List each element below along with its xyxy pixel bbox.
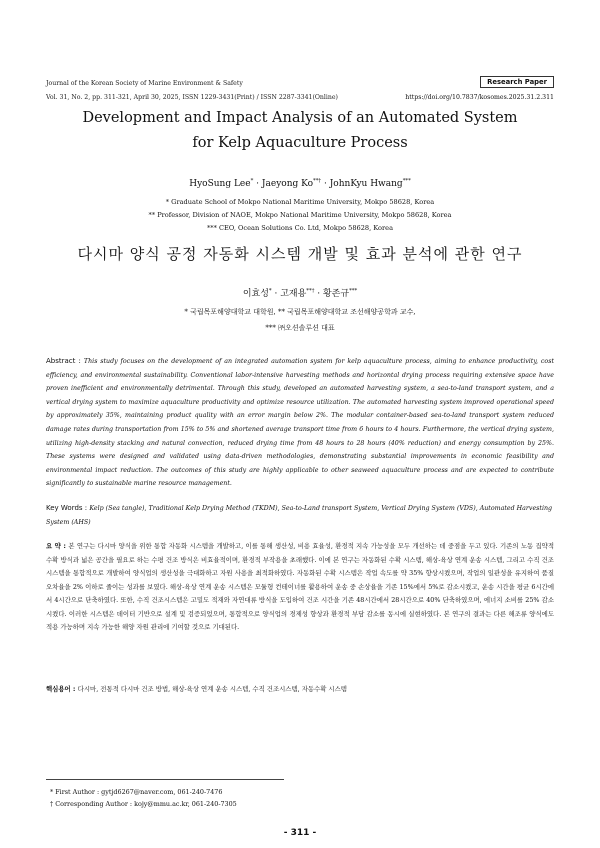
- korean-author-3: 황존규: [322, 289, 350, 299]
- affiliation-1: * Graduate School of Mokpo National Maritime University, Mokpo 58628, Korea: [165, 198, 435, 206]
- first-author-footnote: * First Author : gytjd6267@naver.com, 061-240-7476: [50, 788, 223, 796]
- korean-affiliation-1: * 국립목포해양대학교 대학원, ** 국립목포해양대학교 조선해양공학과 교수,: [184, 308, 416, 316]
- abstract-label: Abstract :: [46, 357, 84, 365]
- keywords: [46, 502, 554, 529]
- author-separator: ·: [253, 179, 262, 189]
- korean-author-2: 고재용: [280, 289, 307, 299]
- author-2-mark: **†: [313, 178, 322, 184]
- footnote-divider: [46, 779, 284, 780]
- author-1: HyoSung Lee: [189, 179, 251, 189]
- abstract-text: This study focuses on the development of an integrated automation system for kelp aquaculture process, aiming to enhance productivity, cost efficiency, and environmental sustainability. Conventional labor-intensive harvesting methods and horizontal drying process requiring extensive space have proven inefficient and environmentally detrimental. Through this study, developed an automated harvesting system, a sea-to-land transport system, and a vertical drying system to maximize aquaculture productivity and optimize resource utilization. The automated harvesting system improved operational speed by approximately 35%, maintaining product quality with an error margin below 2%. The modular container-based sea-to-land transport system reduced damage rates during transportation from 15% to 5% and shortened average transport time from 6 hours to 4 hours. Furthermore, the vertical drying system, utilizing high-density stacking and natural convection, reduced drying time from 48 hours to 28 hours (40% reduction) and energy consumption by 25%. These systems were designed and validated using data-driven methodologies, demonstrating substantial improvements in economic feasibility and environmental impact reduction. The outcomes of this study are highly applicable to other seaweed aquaculture process and are expected to contribute significantly to sustainable marine resource management.: [46, 358, 554, 488]
- affiliation-3: *** CEO, Ocean Solutions Co. Ltd, Mokpo 58628, Korea: [206, 224, 394, 232]
- korean-affiliation-list: [0, 304, 600, 336]
- korean-keywords-label: 핵심용어 :: [46, 685, 78, 693]
- korean-author-list: [0, 286, 600, 299]
- journal-volume-info: Vol. 31, No. 2, pp. 311-321, April 30, 2025, ISSN 1229-3431(Print) / ISSN 2287-3341(Online): [46, 94, 338, 101]
- author-3-mark: ***: [402, 178, 411, 184]
- abstract: [46, 355, 554, 491]
- affiliation-2: ** Professor, Division of NAOE, Mokpo National Maritime University, Mokpo 58628, Korea: [148, 211, 452, 219]
- page-number: - 311 -: [283, 828, 317, 838]
- korean-keywords: [46, 684, 554, 693]
- author-separator: ·: [321, 179, 330, 189]
- author-list: [0, 178, 600, 189]
- korean-keywords-text: 다시마, 전통적 다시마 건조 방법, 해상-육상 연계 운송 시스템, 수직 건조시스템, 자동수확 시스템: [77, 685, 347, 693]
- korean-author-2-mark: **†: [306, 288, 315, 294]
- author-3: JohnKyu Hwang: [329, 179, 403, 189]
- affiliation-list: [0, 196, 600, 235]
- keywords-label: Key Words :: [46, 504, 90, 512]
- korean-abstract-text: 본 연구는 다시마 양식을 위한 통합 자동화 시스템을 개발하고, 이를 통해 생산성, 비용 효율성, 환경적 지속 가능성을 모두 개선하는 데 중점을 두고 있다. 기존의 노동 집약적 수확 방식과 넓은 공간을 필요로 하는 수평 건조 방식은 비효율적이며, 환경적 부작용을 초래했다. 이에 본 연구는 자동화된 수확 시스템, 해상-육상 연계 운송 시스템, 그리고 수직 건조 시스템을 통합적으로 개발하여 양식업의 생산성을 극대화하고 자원 사용을 최적화하였다. 자동화된 수확 시스템은 작업 속도를 약 35% 향상시켰으며, 작업의 일관성을 유지하여 품질 오차율을 2% 이하로 줄이는 성과를 보였다. 해상-육상 연계 운송 시스템은 모듈형 컨테이너를 활용하여 운송 중 손상율을 기존 15%에서 5%로 감소시켰고, 운송 시간을 평균 6시간에서 4시간으로 단축하였다. 또한, 수직 건조시스템은 고밀도 적재와 자연대류 방식을 도입하여 건조 시간을 기존 48시간에서 28시간으로 40% 단축하였으며, 에너지 소비를 25% 감소시켰다. 이러한 시스템은 데이터 기반으로 설계 및 검증되었으며, 통합적으로 양식업의 경제성 향상과 환경적 부담 감소를 동시에 실현하였다. 본 연구의 결과는 다른 해조류 양식에도 적용 가능하며 지속 가능한 해양 자원 관리에 기여할 것으로 기대된다.: [46, 542, 554, 631]
- korean-abstract: [46, 540, 554, 635]
- korean-author-separator: ·: [314, 289, 323, 299]
- korean-author-1: 이효성: [242, 289, 269, 299]
- korean-author-3-mark: ***: [349, 288, 358, 294]
- korean-author-separator: ·: [271, 289, 281, 299]
- author-2: Jaeyong Ko: [261, 179, 314, 189]
- journal-name: Journal of the Korean Society of Marine Environment & Safety: [46, 80, 243, 87]
- korean-author-1-mark: *: [268, 288, 272, 294]
- paper-title: [60, 106, 540, 156]
- korean-title: 다시마 양식 공정 자동화 시스템 개발 및 효과 분석에 관한 연구: [77, 245, 523, 263]
- korean-abstract-label: 요 약 :: [46, 542, 69, 550]
- keywords-text: Kelp (Sea tangle), Traditional Kelp Drying Method (TKDM), Sea-to-Land transport System, Vertical Drying System (VDS), Automated Harvesting System (AHS): [46, 505, 553, 526]
- title-line-1: Development and Impact Analysis of an Automated System: [82, 110, 518, 126]
- title-line-2: for Kelp Aquaculture Process: [192, 135, 408, 151]
- corresponding-author-footnote: † Corresponding Author : kojy@mmu.ac.kr, 061-240-7305: [50, 800, 237, 808]
- korean-affiliation-2: *** ㈜오션솔루션 대표: [265, 324, 335, 332]
- doi-link[interactable]: https://doi.org/10.7837/kosomes.2025.31.2.311: [405, 94, 554, 101]
- author-1-mark: *: [250, 178, 254, 184]
- paper-type-badge: Research Paper: [480, 76, 554, 88]
